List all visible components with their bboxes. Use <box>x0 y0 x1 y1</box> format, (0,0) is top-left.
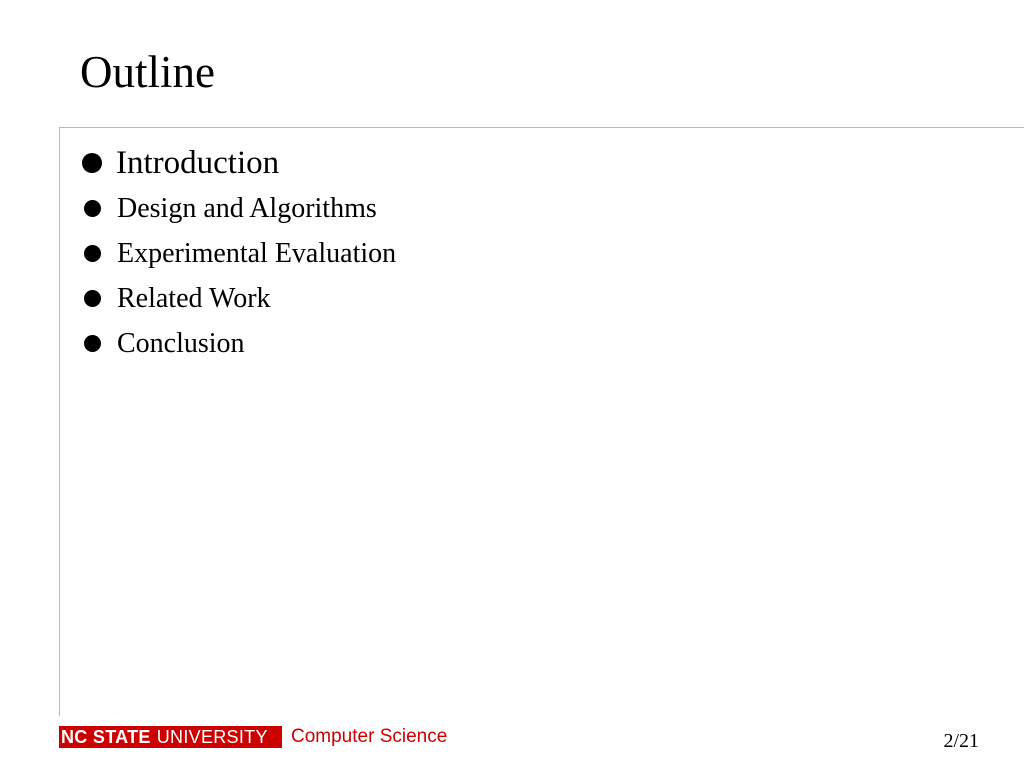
title-divider <box>59 127 1024 128</box>
bullet-item-design-and-algorithms <box>82 186 396 231</box>
bullet-item-experimental-evaluation <box>82 231 396 276</box>
bullet-label: Design and Algorithms <box>117 192 377 224</box>
bullet-label: Experimental Evaluation <box>117 237 397 269</box>
logo-university: UNIVERSITY <box>156 726 268 747</box>
bullet-dot-icon <box>84 290 101 307</box>
logo-nc-state: NC STATE <box>61 726 151 747</box>
bullet-item-related-work <box>82 276 396 321</box>
bullet-label: Conclusion <box>117 327 245 359</box>
nc-state-university-logo <box>59 726 282 748</box>
left-margin-rule <box>59 127 60 716</box>
bullet-item-introduction <box>82 140 396 186</box>
bullet-dot-icon <box>82 153 102 173</box>
bullet-item-conclusion <box>82 321 396 366</box>
bullet-list <box>82 140 396 366</box>
slide-title: Outline <box>80 47 215 97</box>
bullet-label: Related Work <box>117 282 271 314</box>
department-label: Computer Science <box>291 726 448 747</box>
bullet-dot-icon <box>84 335 101 352</box>
bullet-dot-icon <box>84 245 101 262</box>
bullet-dot-icon <box>84 200 101 217</box>
page-number: 2/21 <box>943 730 979 752</box>
bullet-label: Introduction <box>116 144 280 181</box>
